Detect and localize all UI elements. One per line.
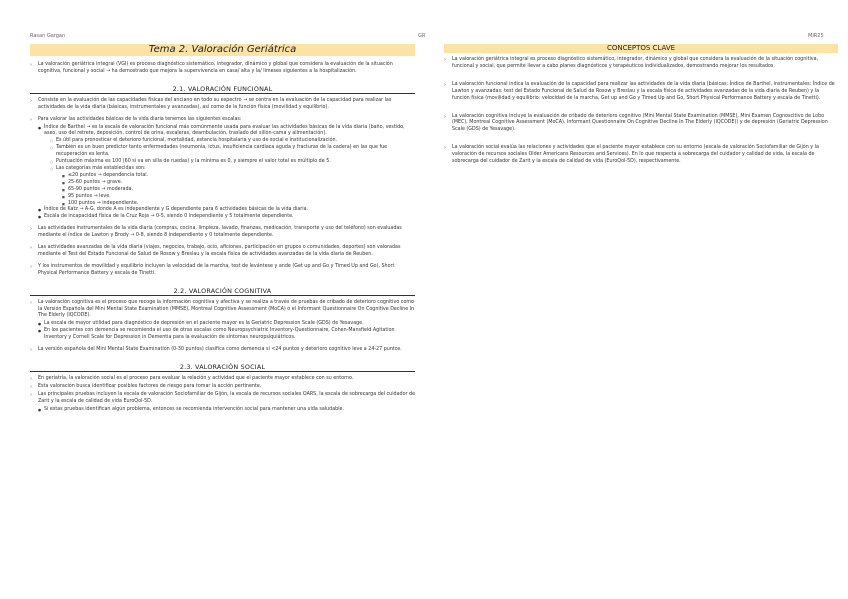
section-title-funcional: 2.1. VALORACIÓN FUNCIONAL (30, 85, 415, 94)
intro-paragraph: › La valoración geriátrica integral (VGI) es proceso diagnóstico sistemático, integrador, dinámico y global que considera la evaluación de la situación cognitiva, funcional y social → ha demostrado que mejora la supervivencia en casa/ alta y la/ limeses siguientes a la hospitalización. (30, 62, 415, 76)
header-author: Rasan Gargan (30, 33, 66, 39)
left-column (30, 44, 415, 414)
paragraph: › Para valorar las actividades básicas de la vida diaria tenemos las siguientes escalas: (30, 117, 415, 124)
paragraph: › Las principales pruebas incluyen la escala de valoración Sociofamiliar de Gijón, la escala de recursos sociales OARS, la escala de sobrecarga del cuidador de Zarit y la escala de calidad de vida EuroQol-5D. (30, 392, 415, 406)
list-item: ● Índice de Barthel → es la escala de valoración funcional más comúnmente usada para evaluar las actividades básicas de la vida diaria (baño, vestido, aseo, uso del retrete, deposición, control de orina, escaleras, deambulación, traslado del sillón-cama y alimentación). (44, 125, 415, 139)
key-concepts-title: CONCEPTOS CLAVE (444, 44, 838, 53)
list-item: ● Si estas pruebas identifican algún problema, entonces se recomienda intervención social para mantener una vida saludable. (44, 407, 415, 414)
paragraph: › Las actividades instrumentales de la vida diaria (compras, cocina, limpieza, lavado, finanzas, medicación, transporte y uso del teléfono) son evaluadas mediante el índice de Lawton y Brody → 0-8, siendo 8 independiente y 0 totalmente dependiente. (30, 226, 415, 240)
section-title-social: 2.3. VALORACIÓN SOCIAL (30, 363, 415, 372)
list-item: ■ 95 puntos → leve. (68, 194, 415, 201)
list-item: ○ También es un buen predictor tanto enfermedades (neumonía, ictus, insuficiencia cardiaca aguda y fracturas de la cadera) en las que fue recuperación es lenta. (56, 145, 415, 159)
list-item: ○ Las categorías más establecidas son: (56, 166, 415, 173)
list-item: ■ 25-60 puntos → grave. (68, 180, 415, 187)
header-course: MIR25 (808, 33, 824, 39)
paragraph: › Las actividades avanzadas de la vida diaria (viajes, negocios, trabajo, ocio, aficiones, participación en grupos o comunidades, deportes) son valoradas mediante el Test del Estado Funcional de Salud de Rosow y Breslau y la escala física de actividades avanzadas de la vida diaria de Reuben. (30, 245, 415, 259)
paragraph: › Consiste en la evaluación de las capacidades físicas del anciano en todo su espectro → se centra en la evaluación de la capacidad para realizar las actividades de la vida diaria (básicas, instrumentales y avanzadas), así como de la función física (movilidad y equilibrio). (30, 98, 415, 112)
list-item: ● La escala de mayor utilidad para diagnóstico de depresión en el paciente mayor es la Geriatric Depression Scale (GDS) de Yesavage. (44, 321, 415, 328)
paragraph: › En geriatría, la valoración social es el proceso para evaluar la relación y actividad que el paciente mayor establece con su entorno. (30, 376, 415, 383)
page-title: Tema 2. Valoración Geriátrica (30, 44, 415, 56)
list-item: ● En los pacientes con demencia se recomienda el uso de otras escalas como Neuropsychiatric Inventory-Questionnaire, Cohen-Mansfield Agitation Inventory y Cornell Scale for Depression in Dementia para la evaluación de síntomas neuropsiquiátricos. (44, 328, 415, 342)
list-item: ○ Puntuación máxima es 100 (60 si va en silla de ruedas) y la mínima es 0, y siempre el valor total es múltiplo de 5. (56, 159, 415, 166)
right-column (444, 44, 838, 177)
list-item: ■ ≤20 puntos → dependencia total. (68, 173, 415, 180)
paragraph: › Esta valoración busca identificar posibles factores de riesgo para tomar la acción pertinente. (30, 384, 415, 391)
paragraph: › Y los instrumentos de movilidad y equilibrio incluyen la velocidad de la marcha, test de levántese y ande (Get up and Go y Timed Up and Go), Short Physical Performance Battery y escala de Tinetti. (30, 264, 415, 278)
list-item: ● Escala de incapacidad física de la Cruz Roja → 0-5, siendo 0 independiente y 5 totalmente dependiente. (44, 214, 415, 221)
list-item: ○ Es útil para pronosticar el deterioro funcional, mortalidad, estancia hospitalaria y uso de social e institucionalización. (56, 138, 415, 145)
header-center: GR (418, 33, 426, 39)
key-concept: › La valoración geriátrica integral es proceso diagnóstico sistemático, integrador, dinámico y global que considera la evaluación de la situación cognitiva, funcional y social, que permite llevar a cabo planes diagnósticos y terapéuticos individualizados, demostrando mejorar los resultados. (444, 57, 838, 71)
section-title-cognitiva: 2.2. VALORACIÓN COGNITIVA (30, 287, 415, 296)
paragraph: › La valoración cognitiva es el proceso que recoge la información cognitiva y afectiva y se realiza a través de pruebas de cribado de deterioro cognitivo como la Versión Española del Mini Mental State Examination (MMSE), Montreal Cognitive Assessment (MoCA) o el Informant Questionnaire On Cognitive Decline In The Elderly (IQCODE). (30, 300, 415, 321)
key-concept: › La valoración social evalúa las relaciones y actividades que el paciente mayor establece con su entorno (escala de valoración Sociofamiliar de Gijón y la valoración de recursos sociales Older Americans Resources and Services). En lo que respecta a sobrecarga del cuidador y calidad de vida, la escala de sobrecarga del cuidador de Zarit y la escala de calidad de vida (EuroQol-5D), respectivamente. (444, 145, 838, 166)
key-concept: › La valoración funcional indica la evaluación de la capacidad para realizar las actividades de la vida diaria (básicas: Índice de Barthel, instrumentales: Índice de Lawton y avanzadas: test del Estado Funcional de Salud de Rosow y Breslau y la escala física de actividades avanzadas de la vida diaria de Reuben) y la función física (movilidad y equilibrio: velocidad de la marcha, Get up and Go y Timed Up and Go, Short Physical Performance Battery y escala de Tinetti). (444, 82, 838, 103)
list-item: ● Índice de Katz → A-G, donde A es independiente y G dependiente para 6 actividades básicas de la vida diaria. (44, 207, 415, 214)
paragraph: › La versión española del Mini Mental State Examination (0-30 puntos) clasifica como demencia si <24 puntos y deterioro cognitivo leve a 24-27 puntos. (30, 347, 415, 354)
list-item: ■ 100 puntos → independiente. (68, 201, 415, 208)
key-concept: › La valoración cognitiva incluye la evaluación de cribado de deterioro cognitivo (Mini Mental State Examination (MMSE), Mini Examen Cognoscitivo de Lobo (MEC), Montreal Cognitive Assessment (MoCA), Informant Questionnaire On Cognitive Decline In The Elderly (IQCODE)) y de depresión (Geriatric Depression Scale (GDS) de Yesavage). (444, 114, 838, 135)
list-item: ■ 65-90 puntos → moderada. (68, 187, 415, 194)
